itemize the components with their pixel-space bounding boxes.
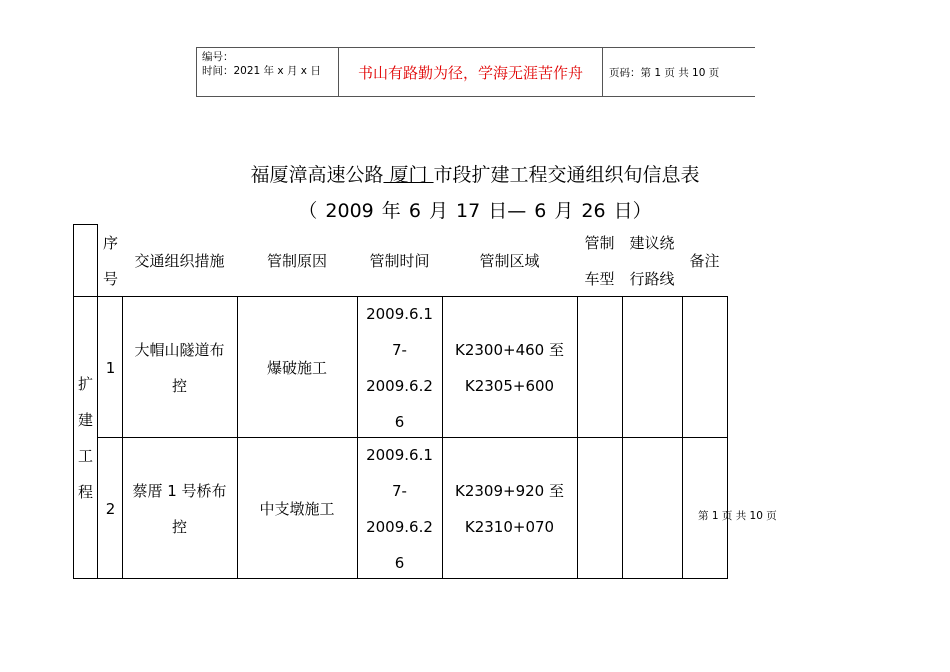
row2-vehicle [577, 438, 622, 579]
row1-reason: 爆破施工 [266, 358, 327, 377]
row2-seq: 2 [105, 499, 116, 518]
title-highlight: 厦门 [383, 164, 434, 186]
header-seq: 序 号 [102, 233, 118, 288]
row2-time: 2009.6.1 7- 2009.6.2 6 [366, 445, 433, 572]
row1-measure: 大帽山隧道布 控 [134, 340, 225, 395]
header-reason: 管制原因 [266, 251, 327, 270]
header-detour: 建议绕 行路线 [629, 233, 675, 288]
row2-detour [622, 438, 682, 579]
header-time: 管制时间 [369, 251, 430, 270]
header-vehicle: 管制 车型 [584, 233, 615, 288]
header-area: 管制区域 [479, 251, 540, 270]
row1-seq: 1 [105, 358, 116, 377]
title-suffix: 市段扩建工程交通组织旬信息表 [433, 164, 700, 186]
grid-line [73, 224, 98, 225]
title-prefix: 福厦漳高速公路 [250, 164, 384, 186]
row2-area: K2309+920 至 K2310+070 [455, 481, 564, 536]
header-meta [197, 48, 339, 96]
header-note: 备注 [689, 251, 720, 270]
date-label: 时间：2021 年 x 月 x 日 [202, 65, 321, 77]
group-label: 扩 建 工 程 [77, 374, 93, 501]
row1-vehicle [577, 297, 622, 438]
document-header [196, 47, 755, 97]
page-title [0, 160, 950, 187]
row1-area: K2300+460 至 K2305+600 [455, 340, 564, 395]
motto: 书山有路勤为径，学海无涯苦作舟 [339, 48, 603, 96]
row2-reason: 中支墩施工 [259, 499, 335, 518]
page-footer: 第 1 页 共 10 页 [698, 510, 777, 522]
row1-time: 2009.6.1 7- 2009.6.2 6 [366, 304, 433, 431]
number-label: 编号： [202, 51, 234, 63]
row1-detour [622, 297, 682, 438]
grid-line [727, 296, 728, 579]
page-info: 页码：第 1 页 共 10 页 [609, 66, 720, 79]
row1-note [682, 297, 727, 438]
header-measure: 交通组织措施 [134, 251, 225, 270]
row2-measure: 蔡厝 1 号桥布 控 [132, 481, 227, 536]
date-range: （ 2009 年 6 月 17 日— 6 月 26 日） [298, 200, 652, 222]
